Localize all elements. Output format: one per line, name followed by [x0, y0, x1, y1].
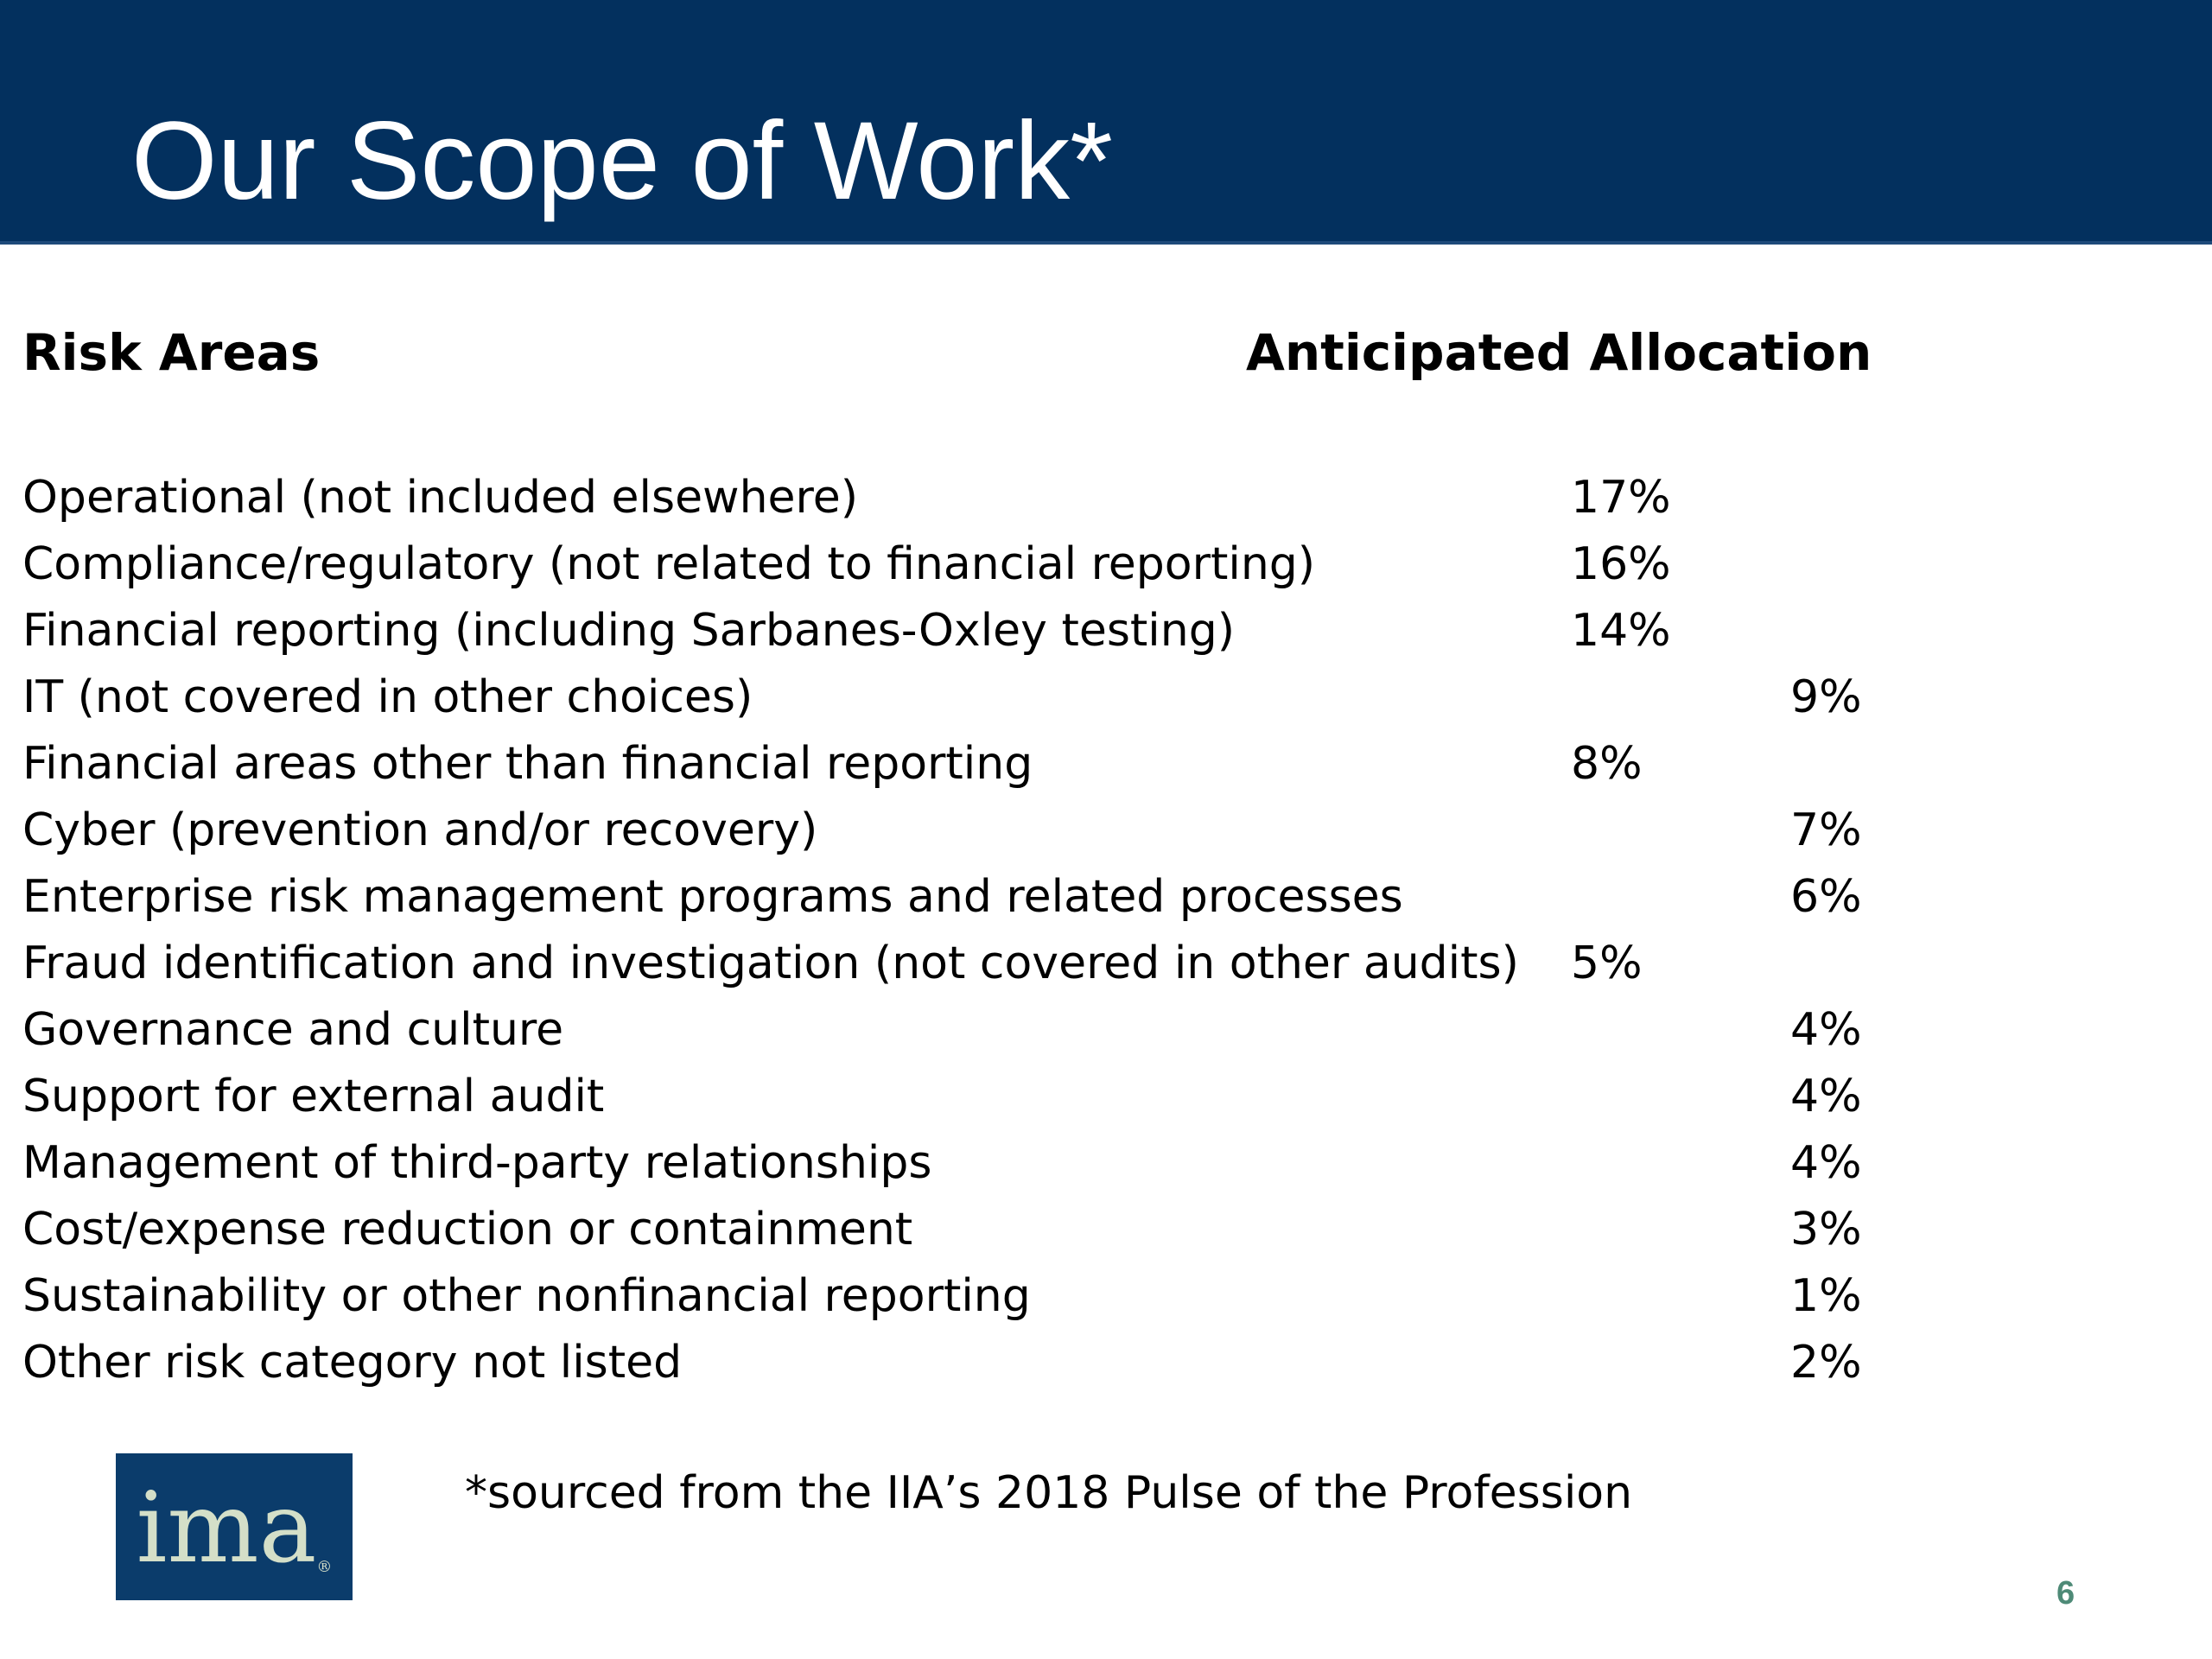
risk-area-label: Operational (not included elsewhere)	[22, 472, 859, 524]
risk-area-row	[0, 1130, 2212, 1197]
risk-area-row	[0, 465, 2212, 531]
page-number: 6	[2056, 1575, 2075, 1611]
ima-logo-text: ima	[136, 1472, 317, 1585]
risk-area-row	[0, 1064, 2212, 1130]
risk-area-row	[0, 598, 2212, 664]
allocation-value: 16%	[1571, 538, 1671, 590]
risk-area-row	[0, 531, 2212, 598]
risk-area-label: Cyber (prevention and/or recovery)	[22, 804, 818, 856]
risk-area-label: Financial areas other than financial reporting	[22, 738, 1033, 790]
allocation-value: 14%	[1571, 605, 1671, 657]
allocation-value: 1%	[1790, 1270, 1862, 1322]
registered-mark: ®	[316, 1557, 333, 1576]
allocation-value: 6%	[1790, 871, 1862, 923]
risk-area-label: IT (not covered in other choices)	[22, 671, 753, 723]
risk-area-label: Enterprise risk management programs and related processes	[22, 871, 1403, 923]
risk-area-row	[0, 931, 2212, 997]
risk-area-row	[0, 1197, 2212, 1263]
anticipated-allocation-header: Anticipated Allocation	[1246, 323, 1872, 382]
risk-area-row	[0, 864, 2212, 931]
source-footnote: *sourced from the IIA’s 2018 Pulse of the Profession	[465, 1467, 1633, 1519]
allocation-value: 2%	[1790, 1337, 1862, 1389]
risk-area-row	[0, 997, 2212, 1064]
risk-area-label: Cost/expense reduction or containment	[22, 1204, 913, 1255]
allocation-value: 5%	[1571, 938, 1643, 989]
risk-area-row	[0, 1330, 2212, 1396]
risk-area-label: Fraud identification and investigation (not covered in other audits)	[22, 938, 1519, 989]
risk-area-label: Other risk category not listed	[22, 1337, 683, 1389]
slide-title: Our Scope of Work*	[131, 99, 1113, 223]
risk-area-label: Financial reporting (including Sarbanes-Oxley testing)	[22, 605, 1236, 657]
risk-area-label: Sustainability or other nonfinancial reporting	[22, 1270, 1031, 1322]
risk-area-label: Support for external audit	[22, 1071, 605, 1122]
allocation-value: 4%	[1790, 1071, 1862, 1122]
allocation-value: 4%	[1790, 1137, 1862, 1189]
risk-area-row	[0, 731, 2212, 798]
risk-area-list	[0, 465, 2212, 1396]
risk-area-label: Management of third-party relationships	[22, 1137, 932, 1189]
risk-area-label: Governance and culture	[22, 1004, 564, 1056]
allocation-value: 9%	[1790, 671, 1862, 723]
risk-area-label: Compliance/regulatory (not related to financial reporting)	[22, 538, 1316, 590]
risk-area-row	[0, 664, 2212, 731]
allocation-value: 4%	[1790, 1004, 1862, 1056]
risk-areas-header: Risk Areas	[22, 323, 321, 382]
risk-area-row	[0, 798, 2212, 864]
allocation-value: 3%	[1790, 1204, 1862, 1255]
risk-area-row	[0, 1263, 2212, 1330]
ima-logo	[116, 1453, 353, 1600]
allocation-value: 8%	[1571, 738, 1643, 790]
allocation-value: 17%	[1571, 472, 1671, 524]
allocation-value: 7%	[1790, 804, 1862, 856]
title-bar	[0, 0, 2212, 245]
